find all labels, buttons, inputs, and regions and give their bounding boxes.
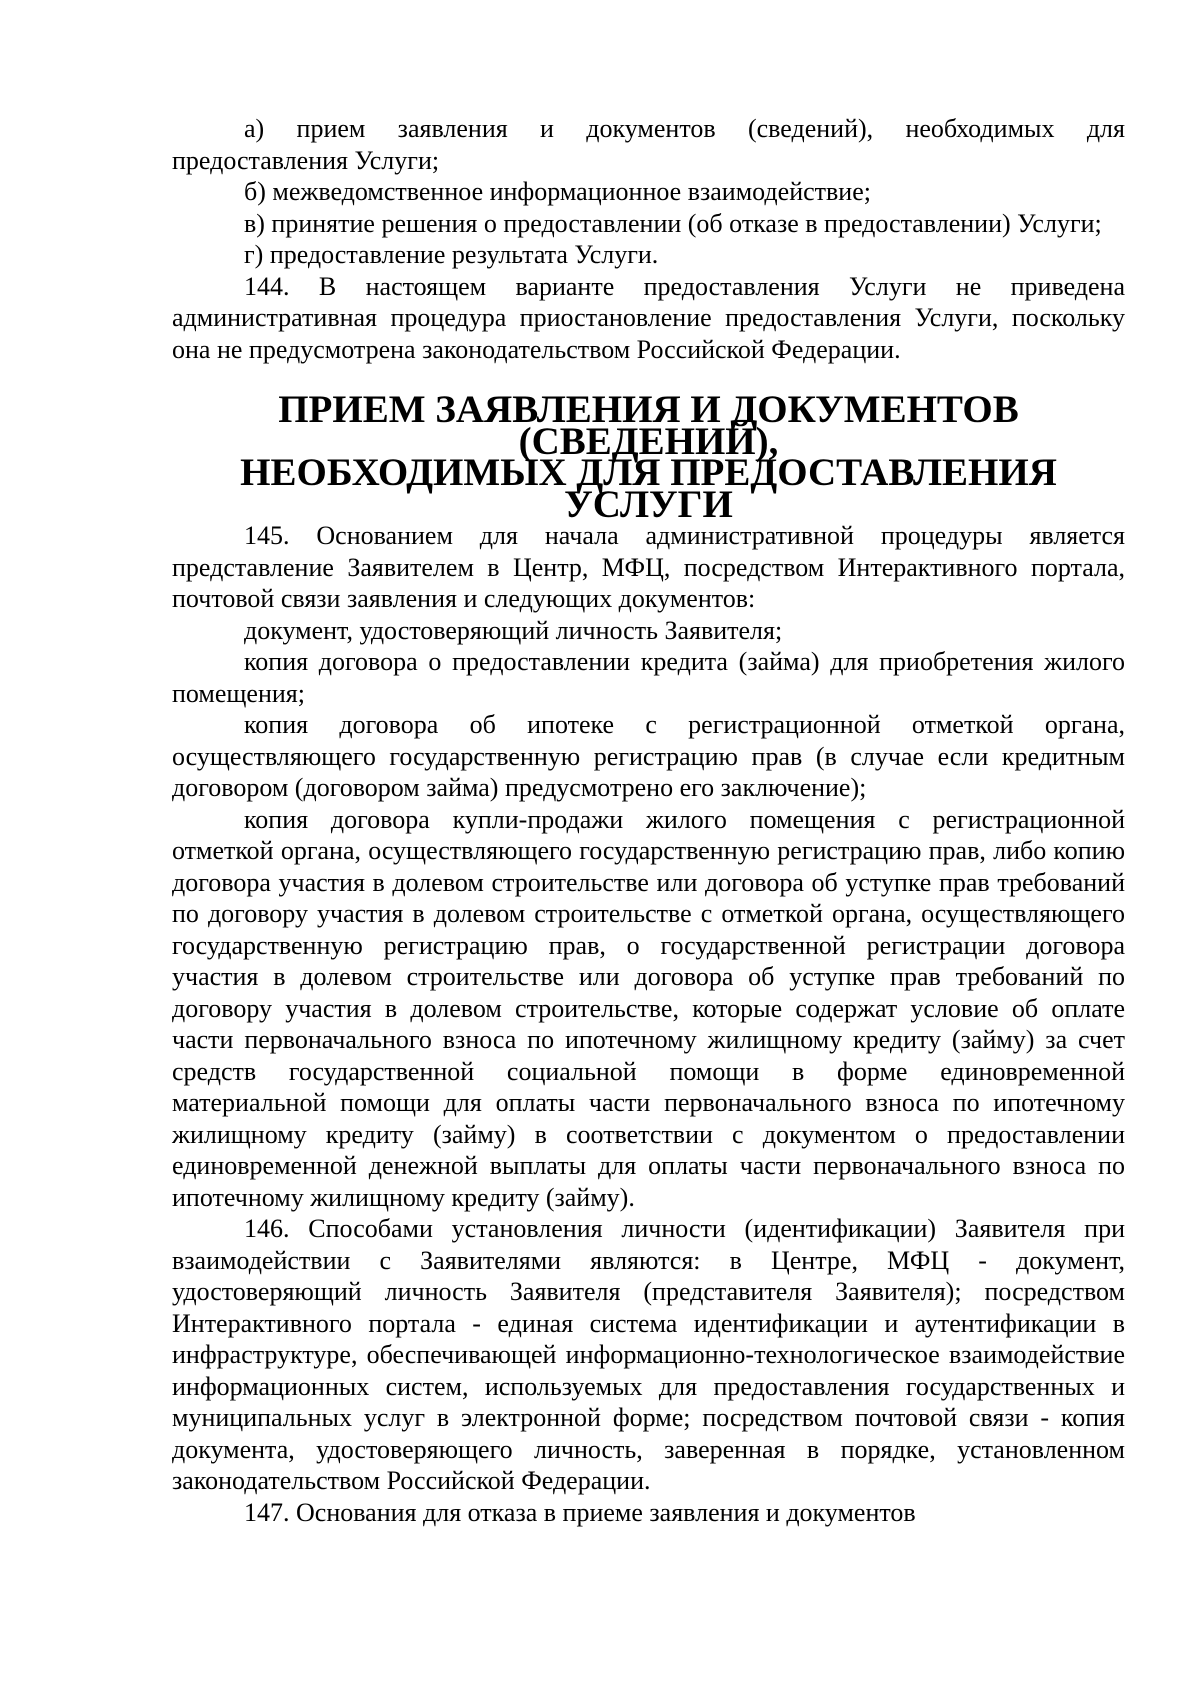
- list-item-a: а) прием заявления и документов (сведений), необходимых для предоставления Услуги;: [172, 114, 1125, 175]
- list-item-b: б) межведомственное информационное взаимодействие;: [244, 177, 871, 206]
- section-heading-line-2: НЕОБХОДИМЫХ ДЛЯ ПРЕДОСТАВЛЕНИЯ УСЛУГИ: [240, 451, 1057, 526]
- document-list-item-identity: документ, удостоверяющий личность Заявителя;: [244, 615, 783, 645]
- document-list-item-mortgage-contract: копия договора об ипотеке с регистрационной отметкой органа, осуществляющего государственную регистрацию прав (в случае если кредитным договором (договором займа) предусмотрено его заключение);: [172, 710, 1125, 802]
- paragraph-146: 146. Способами установления личности (идентификации) Заявителя при взаимодействии с Заявителями являются: в Центре, МФЦ - документ, удостоверяющий личность Заявителя (представителя Заявителя); посредством Интерактивного портала - единая система идентификации и аутентификации в инфраструктуре, обеспечивающей информационно-технологическое взаимодействие информационных систем, используемых для предоставления государственных и муниципальных услуг в электронной форме; посредством почтовой связи - копия документа, удостоверяющего личность, заверенная в порядке, установленном законодательством Российской Федерации.: [172, 1214, 1125, 1495]
- section-heading-line-1: ПРИЕМ ЗАЯВЛЕНИЯ И ДОКУМЕНТОВ (СВЕДЕНИЙ),: [278, 388, 1019, 463]
- paragraph-147: 147. Основания для отказа в приеме заявления и документов: [244, 1497, 916, 1527]
- section-heading: [172, 388, 1125, 526]
- paragraph-144: 144. В настоящем варианте предоставления Услуги не приведена административная процедура приостановление предоставления Услуги, поскольку она не предусмотрена законодательством Российской Федерации.: [172, 271, 1125, 364]
- document-page: [172, 113, 1125, 1528]
- list-item-c: в) принятие решения о предоставлении (об отказе в предоставлении) Услуги;: [244, 208, 1102, 238]
- list-item-d: г) предоставление результата Услуги.: [244, 240, 659, 269]
- document-list-item-purchase-contract: копия договора купли-продажи жилого помещения с регистрационной отметкой органа, осуществляющего государственную регистрацию прав, либо копию договора участия в долевом строительстве или договора об уступке прав требований по договору участия в долевом строительстве с отметкой органа, осуществляющего государственную регистрацию прав, о государственной регистрации договора участия в долевом строительстве или договора об уступке прав требований по договору участия в долевом строительстве, которые содержат условие об оплате части первоначального взноса по ипотечному жилищному кредиту (займу) за счет средств государственной социальной помощи в форме единовременной материальной помощи для оплаты части первоначального взноса по ипотечному жилищному кредиту (займу) в соответствии с документом о предоставлении единовременной денежной выплаты для оплаты части первоначального взноса по ипотечному жилищному кредиту (займу).: [172, 804, 1125, 1212]
- paragraph-145: 145. Основанием для начала административной процедуры является представление Заявителем в Центр, МФЦ, посредством Интерактивного портала, почтовой связи заявления и следующих документов:: [172, 521, 1125, 613]
- document-list-item-credit-contract: копия договора о предоставлении кредита (займа) для приобретения жилого помещения;: [172, 647, 1125, 708]
